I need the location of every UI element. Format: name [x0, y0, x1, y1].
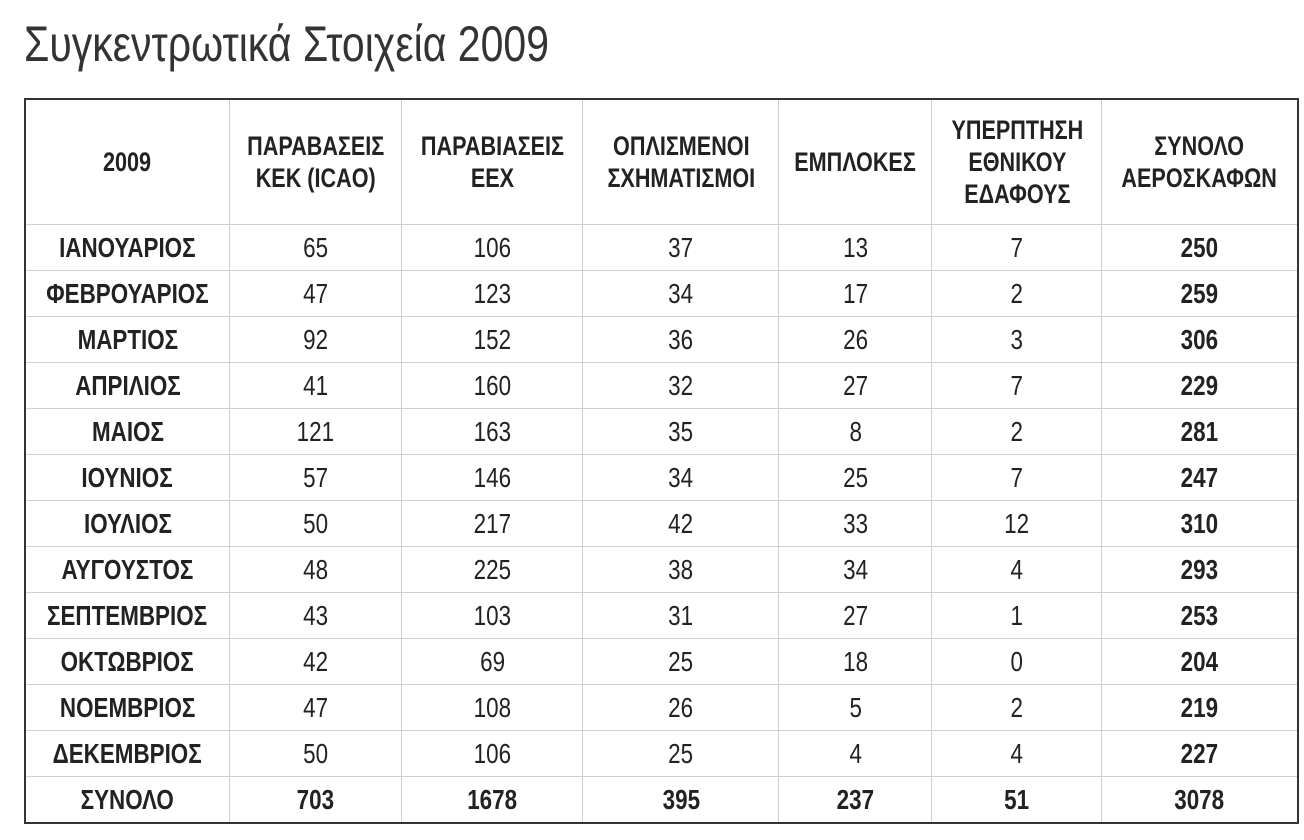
- table-row: [25, 409, 1298, 455]
- value-cell: 47: [229, 685, 401, 731]
- column-header-line: 2009: [103, 147, 152, 177]
- value-cell: 225: [402, 547, 583, 593]
- value-cell: 106: [402, 731, 583, 777]
- column-header: [1102, 99, 1298, 225]
- value-cell: 37: [583, 225, 779, 271]
- column-header-line: ΣΧΗΜΑΤΙΣΜΟΙ: [607, 163, 755, 193]
- table-row: [25, 271, 1298, 317]
- value-cell: 69: [402, 639, 583, 685]
- value-cell: 13: [779, 225, 932, 271]
- value-cell: 41: [229, 363, 401, 409]
- table-row: [25, 685, 1298, 731]
- total-aircraft-cell: 250: [1102, 225, 1298, 271]
- total-aircraft-cell: 204: [1102, 639, 1298, 685]
- column-header: [932, 99, 1102, 225]
- value-cell: 2: [932, 409, 1102, 455]
- table-row: [25, 547, 1298, 593]
- value-cell: 25: [583, 639, 779, 685]
- total-aircraft-cell: 3078: [1102, 777, 1298, 824]
- value-cell: 1678: [402, 777, 583, 824]
- column-header-line: ΠΑΡΑΒΙΑΣΕΙΣ: [420, 131, 564, 161]
- value-cell: 35: [583, 409, 779, 455]
- column-header-line: ΥΠΕΡΠΤΗΣΗ: [950, 115, 1083, 145]
- value-cell: 50: [229, 501, 401, 547]
- month-cell: ΑΠΡΙΛΙΟΣ: [25, 363, 229, 409]
- value-cell: 26: [779, 317, 932, 363]
- value-cell: 146: [402, 455, 583, 501]
- value-cell: 57: [229, 455, 401, 501]
- value-cell: 2: [932, 685, 1102, 731]
- value-cell: 12: [932, 501, 1102, 547]
- value-cell: 217: [402, 501, 583, 547]
- month-cell: ΙΟΥΛΙΟΣ: [25, 501, 229, 547]
- value-cell: 36: [583, 317, 779, 363]
- value-cell: 395: [583, 777, 779, 824]
- value-cell: 3: [932, 317, 1102, 363]
- column-header-line: ΕΕΧ: [470, 163, 514, 193]
- value-cell: 51: [932, 777, 1102, 824]
- value-cell: 160: [402, 363, 583, 409]
- total-label: ΣΥΝΟΛΟ: [25, 777, 229, 824]
- value-cell: 27: [779, 593, 932, 639]
- column-header: [583, 99, 779, 225]
- page-title: Συγκεντρωτικά Στοιχεία 2009: [24, 16, 550, 72]
- table-row: [25, 317, 1298, 363]
- value-cell: 237: [779, 777, 932, 824]
- column-header-line: ΕΜΠΛΟΚΕΣ: [794, 147, 917, 177]
- total-aircraft-cell: 281: [1102, 409, 1298, 455]
- table-row: [25, 455, 1298, 501]
- column-header-line: ΣΥΝΟΛΟ: [1154, 131, 1245, 161]
- value-cell: 123: [402, 271, 583, 317]
- column-header-line: ΟΠΛΙΣΜΕΝΟΙ: [612, 131, 750, 161]
- total-aircraft-cell: 247: [1102, 455, 1298, 501]
- total-aircraft-cell: 306: [1102, 317, 1298, 363]
- value-cell: 7: [932, 225, 1102, 271]
- value-cell: 27: [779, 363, 932, 409]
- month-cell: ΜΑΡΤΙΟΣ: [25, 317, 229, 363]
- value-cell: 47: [229, 271, 401, 317]
- value-cell: 32: [583, 363, 779, 409]
- month-cell: ΝΟΕΜΒΡΙΟΣ: [25, 685, 229, 731]
- month-cell: ΣΕΠΤΕΜΒΡΙΟΣ: [25, 593, 229, 639]
- value-cell: 34: [583, 271, 779, 317]
- value-cell: 42: [229, 639, 401, 685]
- value-cell: 17: [779, 271, 932, 317]
- value-cell: 43: [229, 593, 401, 639]
- table-row: [25, 731, 1298, 777]
- total-aircraft-cell: 219: [1102, 685, 1298, 731]
- value-cell: 25: [779, 455, 932, 501]
- value-cell: 48: [229, 547, 401, 593]
- total-aircraft-cell: 310: [1102, 501, 1298, 547]
- value-cell: 34: [583, 455, 779, 501]
- table-body: [25, 225, 1298, 824]
- value-cell: 5: [779, 685, 932, 731]
- value-cell: 65: [229, 225, 401, 271]
- value-cell: 26: [583, 685, 779, 731]
- value-cell: 42: [583, 501, 779, 547]
- column-header-line: ΑΕΡΟΣΚΑΦΩΝ: [1121, 163, 1278, 193]
- total-aircraft-cell: 293: [1102, 547, 1298, 593]
- month-cell: ΑΥΓΟΥΣΤΟΣ: [25, 547, 229, 593]
- value-cell: 7: [932, 363, 1102, 409]
- column-header: [25, 99, 229, 225]
- table-row: [25, 225, 1298, 271]
- table-row: [25, 363, 1298, 409]
- value-cell: 1: [932, 593, 1102, 639]
- column-header-line: ΠΑΡΑΒΑΣΕΙΣ: [247, 131, 385, 161]
- value-cell: 0: [932, 639, 1102, 685]
- total-aircraft-cell: 259: [1102, 271, 1298, 317]
- value-cell: 8: [779, 409, 932, 455]
- column-header-line: ΕΔΑΦΟΥΣ: [963, 179, 1070, 209]
- table-row: [25, 639, 1298, 685]
- table-row: [25, 501, 1298, 547]
- column-header: [229, 99, 401, 225]
- column-header: [779, 99, 932, 225]
- value-cell: 18: [779, 639, 932, 685]
- month-cell: ΜΑΙΟΣ: [25, 409, 229, 455]
- total-aircraft-cell: 227: [1102, 731, 1298, 777]
- value-cell: 2: [932, 271, 1102, 317]
- value-cell: 50: [229, 731, 401, 777]
- value-cell: 4: [779, 731, 932, 777]
- value-cell: 121: [229, 409, 401, 455]
- month-cell: ΦΕΒΡΟΥΑΡΙΟΣ: [25, 271, 229, 317]
- column-header-line: ΚΕΚ (ICAO): [255, 163, 376, 193]
- header-row: [25, 99, 1298, 225]
- total-aircraft-cell: 253: [1102, 593, 1298, 639]
- value-cell: 108: [402, 685, 583, 731]
- month-cell: ΔΕΚΕΜΒΡΙΟΣ: [25, 731, 229, 777]
- month-cell: ΟΚΤΩΒΡΙΟΣ: [25, 639, 229, 685]
- month-cell: ΙΟΥΝΙΟΣ: [25, 455, 229, 501]
- value-cell: 7: [932, 455, 1102, 501]
- value-cell: 4: [932, 547, 1102, 593]
- value-cell: 34: [779, 547, 932, 593]
- value-cell: 103: [402, 593, 583, 639]
- value-cell: 4: [932, 731, 1102, 777]
- column-header-line: ΕΘΝΙΚΟΥ: [967, 147, 1066, 177]
- value-cell: 106: [402, 225, 583, 271]
- value-cell: 92: [229, 317, 401, 363]
- month-cell: ΙΑΝΟΥΑΡΙΟΣ: [25, 225, 229, 271]
- column-header: [402, 99, 583, 225]
- value-cell: 152: [402, 317, 583, 363]
- value-cell: 25: [583, 731, 779, 777]
- value-cell: 31: [583, 593, 779, 639]
- statistics-table: [24, 98, 1299, 824]
- value-cell: 163: [402, 409, 583, 455]
- value-cell: 703: [229, 777, 401, 824]
- value-cell: 38: [583, 547, 779, 593]
- value-cell: 33: [779, 501, 932, 547]
- total-aircraft-cell: 229: [1102, 363, 1298, 409]
- total-row: [25, 777, 1298, 824]
- table-row: [25, 593, 1298, 639]
